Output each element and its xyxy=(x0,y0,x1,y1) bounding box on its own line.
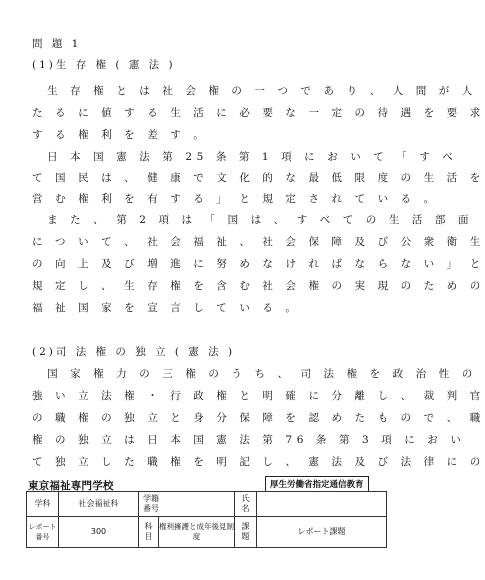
course-label: 科 目 xyxy=(139,517,159,548)
topic-label: 課 題 xyxy=(235,517,257,548)
report-number-label: レポート 番号 xyxy=(27,517,59,548)
topic-value: レポート課題 xyxy=(257,517,387,548)
report-info-form xyxy=(26,491,387,548)
body-line: の 向 上 及 び 増 進 に 努 め な け れ ば な ら な い 」 と xyxy=(32,258,485,270)
section-heading-1: (1)生 存 権 ( 憲 法 ) xyxy=(32,59,176,71)
body-line: て 国 民 は 、 健 康 で 文 化 的 な 最 低 限 度 の 生 活 を xyxy=(32,172,485,184)
body-line: に つ い て 、 社 会 福 祉 、 社 会 保 障 及 び 公 衆 衛 生 xyxy=(32,236,485,248)
body-line: 規 定 し 、 生 存 権 を 含 む 社 会 権 の 実 現 の た め の xyxy=(32,280,485,292)
body-line: 権 の 独 立 は 日 本 国 憲 法 第 76 条 第 3 項 に お い xyxy=(32,434,466,446)
school-name: 東京福祉専門学校 xyxy=(28,480,114,492)
name-value xyxy=(257,492,387,517)
body-line: す る 権 利 を 差 す 。 xyxy=(32,129,209,141)
body-line: 生 存 権 と は 社 会 権 の 一 つ で あ り 、 人 間 が 人 xyxy=(32,85,477,97)
body-line: 国 家 権 力 の 三 権 の う ち 、 司 法 権 を 政 治 性 の xyxy=(32,368,477,380)
body-line: の 職 権 の 独 立 と 身 分 保 障 を 認 め た も の で 、 職 xyxy=(32,412,485,424)
section-heading-2: (2)司 法 権 の 独 立 ( 憲 法 ) xyxy=(32,346,236,358)
accreditation-badge: 厚生労働省指定通信教育 xyxy=(265,476,369,492)
body-line: た る に 値 す る 生 活 に 必 要 な 一 定 の 待 遇 を 要 求 xyxy=(32,107,485,119)
subject-label: 学科 xyxy=(27,492,59,517)
body-line: ま た 、 第 2 項 は 「 国 は 、 す べ て の 生 活 部 面 xyxy=(32,214,474,226)
body-line: 日 本 国 憲 法 第 25 条 第 1 項 に お い て 「 す べ xyxy=(32,151,458,163)
course-value: 権利擁護と成年後見制度 xyxy=(159,517,235,548)
name-label: 氏 名 xyxy=(235,492,257,517)
body-line: 営 む 権 利 を 有 す る 」 と 規 定 さ れ て い る 。 xyxy=(32,193,439,205)
question-heading: 問 題 1 xyxy=(32,38,82,50)
student-number-label: 学籍 番号 xyxy=(139,492,235,517)
subject-value: 社会福祉科 xyxy=(59,492,139,517)
body-line: 強 い 立 法 権 ・ 行 政 権 と 明 確 に 分 離 し 、 裁 判 官 xyxy=(32,390,485,402)
body-line: 福 祉 国 家 を 宣 言 し て い る 。 xyxy=(32,302,301,314)
report-number-value: 300 xyxy=(59,517,139,548)
body-line: て 独 立 し た 職 権 を 明 記 し 、 憲 法 及 び 法 律 に の xyxy=(32,456,485,468)
